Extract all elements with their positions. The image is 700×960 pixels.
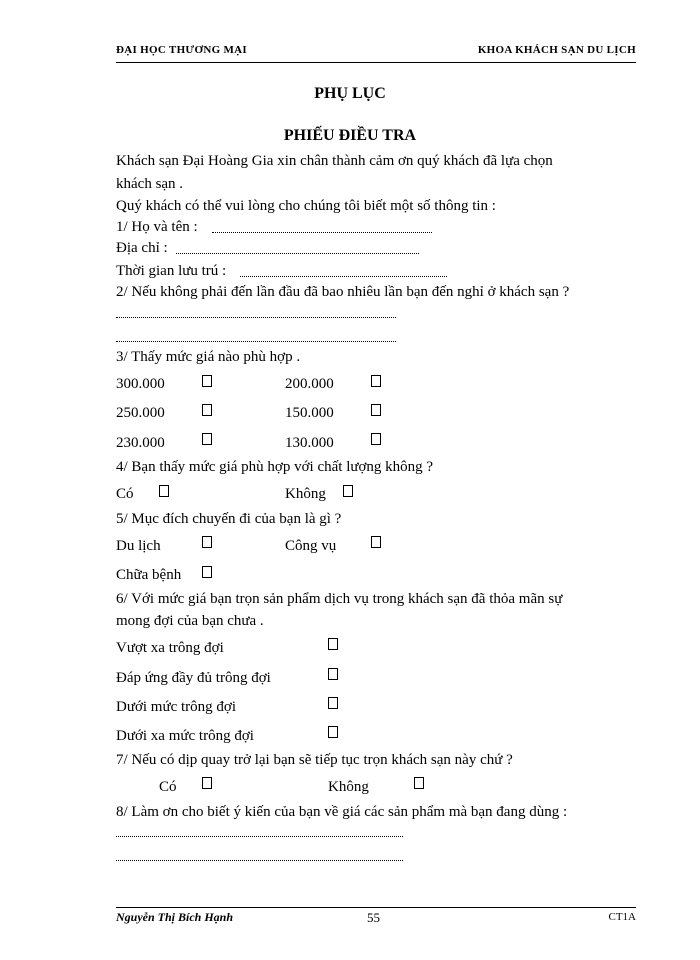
q7-no-label: Không bbox=[328, 779, 369, 795]
q8-question: 8/ Làm ơn cho biết ý kiến của bạn về giá các sản phẩm mà bạn đang dùng : bbox=[116, 804, 568, 820]
q7-yes-checkbox[interactable] bbox=[202, 777, 212, 789]
intro-line-2: khách sạn . bbox=[116, 176, 184, 192]
footer-rule bbox=[116, 907, 636, 908]
q4-yes-label: Có bbox=[116, 486, 134, 502]
q5-option-medical: Chữa bệnh bbox=[116, 567, 182, 583]
q4-yes-checkbox[interactable] bbox=[159, 485, 169, 497]
q3-option-130000: 130.000 bbox=[285, 435, 334, 451]
q6-option-far-below: Dưới xa mức trông đợi bbox=[116, 728, 254, 744]
q1-address-label: Địa chỉ : bbox=[116, 240, 168, 256]
q5-option-travel: Du lịch bbox=[116, 538, 161, 554]
intro-line-1: Khách sạn Đại Hoàng Gia xin chân thành cảm ơn quý khách đã lựa chọn bbox=[116, 153, 553, 169]
q2-answer-line-2[interactable] bbox=[116, 341, 396, 342]
q4-no-checkbox[interactable] bbox=[343, 485, 353, 497]
q6-checkbox-exceeded[interactable] bbox=[328, 638, 338, 650]
q6-option-exceeded: Vượt xa trông đợi bbox=[116, 640, 224, 656]
q2-question: 2/ Nếu không phải đến lần đầu đã bao nhiêu lần bạn đến nghỉ ở khách sạn ? bbox=[116, 284, 570, 300]
q6-option-below: Dưới mức trông đợi bbox=[116, 699, 237, 715]
intro-line-3: Quý khách có thể vui lòng cho chúng tôi biết một số thông tin : bbox=[116, 198, 496, 214]
q5-question: 5/ Mục đích chuyến đi của bạn là gì ? bbox=[116, 511, 342, 527]
q4-no-label: Không bbox=[285, 486, 326, 502]
q5-option-business: Công vụ bbox=[285, 538, 337, 554]
q1-name-label: 1/ Họ và tên : bbox=[116, 219, 198, 235]
q1-stay-field[interactable] bbox=[240, 276, 447, 277]
q3-option-150000: 150.000 bbox=[285, 405, 334, 421]
q7-yes-label: Có bbox=[159, 779, 177, 795]
q1-stay-label: Thời gian lưu trú : bbox=[116, 263, 227, 279]
q5-checkbox-travel[interactable] bbox=[202, 536, 212, 548]
q8-answer-line-1[interactable] bbox=[116, 836, 403, 837]
q6-question-line-2: mong đợi của bạn chưa . bbox=[116, 613, 264, 629]
q3-option-300000: 300.000 bbox=[116, 376, 165, 392]
q3-option-230000: 230.000 bbox=[116, 435, 165, 451]
q3-checkbox-150000[interactable] bbox=[371, 404, 381, 416]
q1-address-field[interactable] bbox=[176, 253, 419, 254]
footer-class: CT1A bbox=[608, 911, 636, 923]
q3-checkbox-200000[interactable] bbox=[371, 375, 381, 387]
survey-title: PHIẾU ĐIỀU TRA bbox=[283, 127, 417, 144]
q3-checkbox-130000[interactable] bbox=[371, 433, 381, 445]
q6-checkbox-far-below[interactable] bbox=[328, 726, 338, 738]
q6-option-met: Đáp ứng đầy đủ trông đợi bbox=[116, 670, 271, 686]
q6-question-line-1: 6/ Với mức giá bạn trọn sản phẩm dịch vụ trong khách sạn đã thỏa mãn sự bbox=[116, 591, 563, 607]
q2-answer-line-1[interactable] bbox=[116, 317, 396, 318]
q6-checkbox-below[interactable] bbox=[328, 697, 338, 709]
header-university: ĐẠI HỌC THƯƠNG MẠI bbox=[116, 44, 247, 56]
q6-checkbox-met[interactable] bbox=[328, 668, 338, 680]
q8-answer-line-2[interactable] bbox=[116, 860, 403, 861]
footer-author: Nguyễn Thị Bích Hạnh bbox=[116, 910, 234, 924]
header-rule bbox=[116, 62, 636, 63]
q4-question: 4/ Bạn thấy mức giá phù hợp với chất lượng không ? bbox=[116, 459, 434, 475]
q3-option-250000: 250.000 bbox=[116, 405, 165, 421]
q3-checkbox-250000[interactable] bbox=[202, 404, 212, 416]
q3-checkbox-230000[interactable] bbox=[202, 433, 212, 445]
appendix-title: PHỤ LỤC bbox=[314, 85, 386, 102]
q7-question: 7/ Nếu có dịp quay trở lại bạn sẽ tiếp tục trọn khách sạn này chứ ? bbox=[116, 752, 513, 768]
q3-question: 3/ Thấy mức giá nào phù hợp . bbox=[116, 349, 301, 365]
q1-name-field[interactable] bbox=[212, 232, 432, 233]
q3-option-200000: 200.000 bbox=[285, 376, 334, 392]
header-faculty: KHOA KHÁCH SẠN DU LỊCH bbox=[477, 44, 636, 56]
footer-page-number: 55 bbox=[367, 910, 380, 925]
q5-checkbox-business[interactable] bbox=[371, 536, 381, 548]
q7-no-checkbox[interactable] bbox=[414, 777, 424, 789]
q3-checkbox-300000[interactable] bbox=[202, 375, 212, 387]
q5-checkbox-medical[interactable] bbox=[202, 566, 212, 578]
